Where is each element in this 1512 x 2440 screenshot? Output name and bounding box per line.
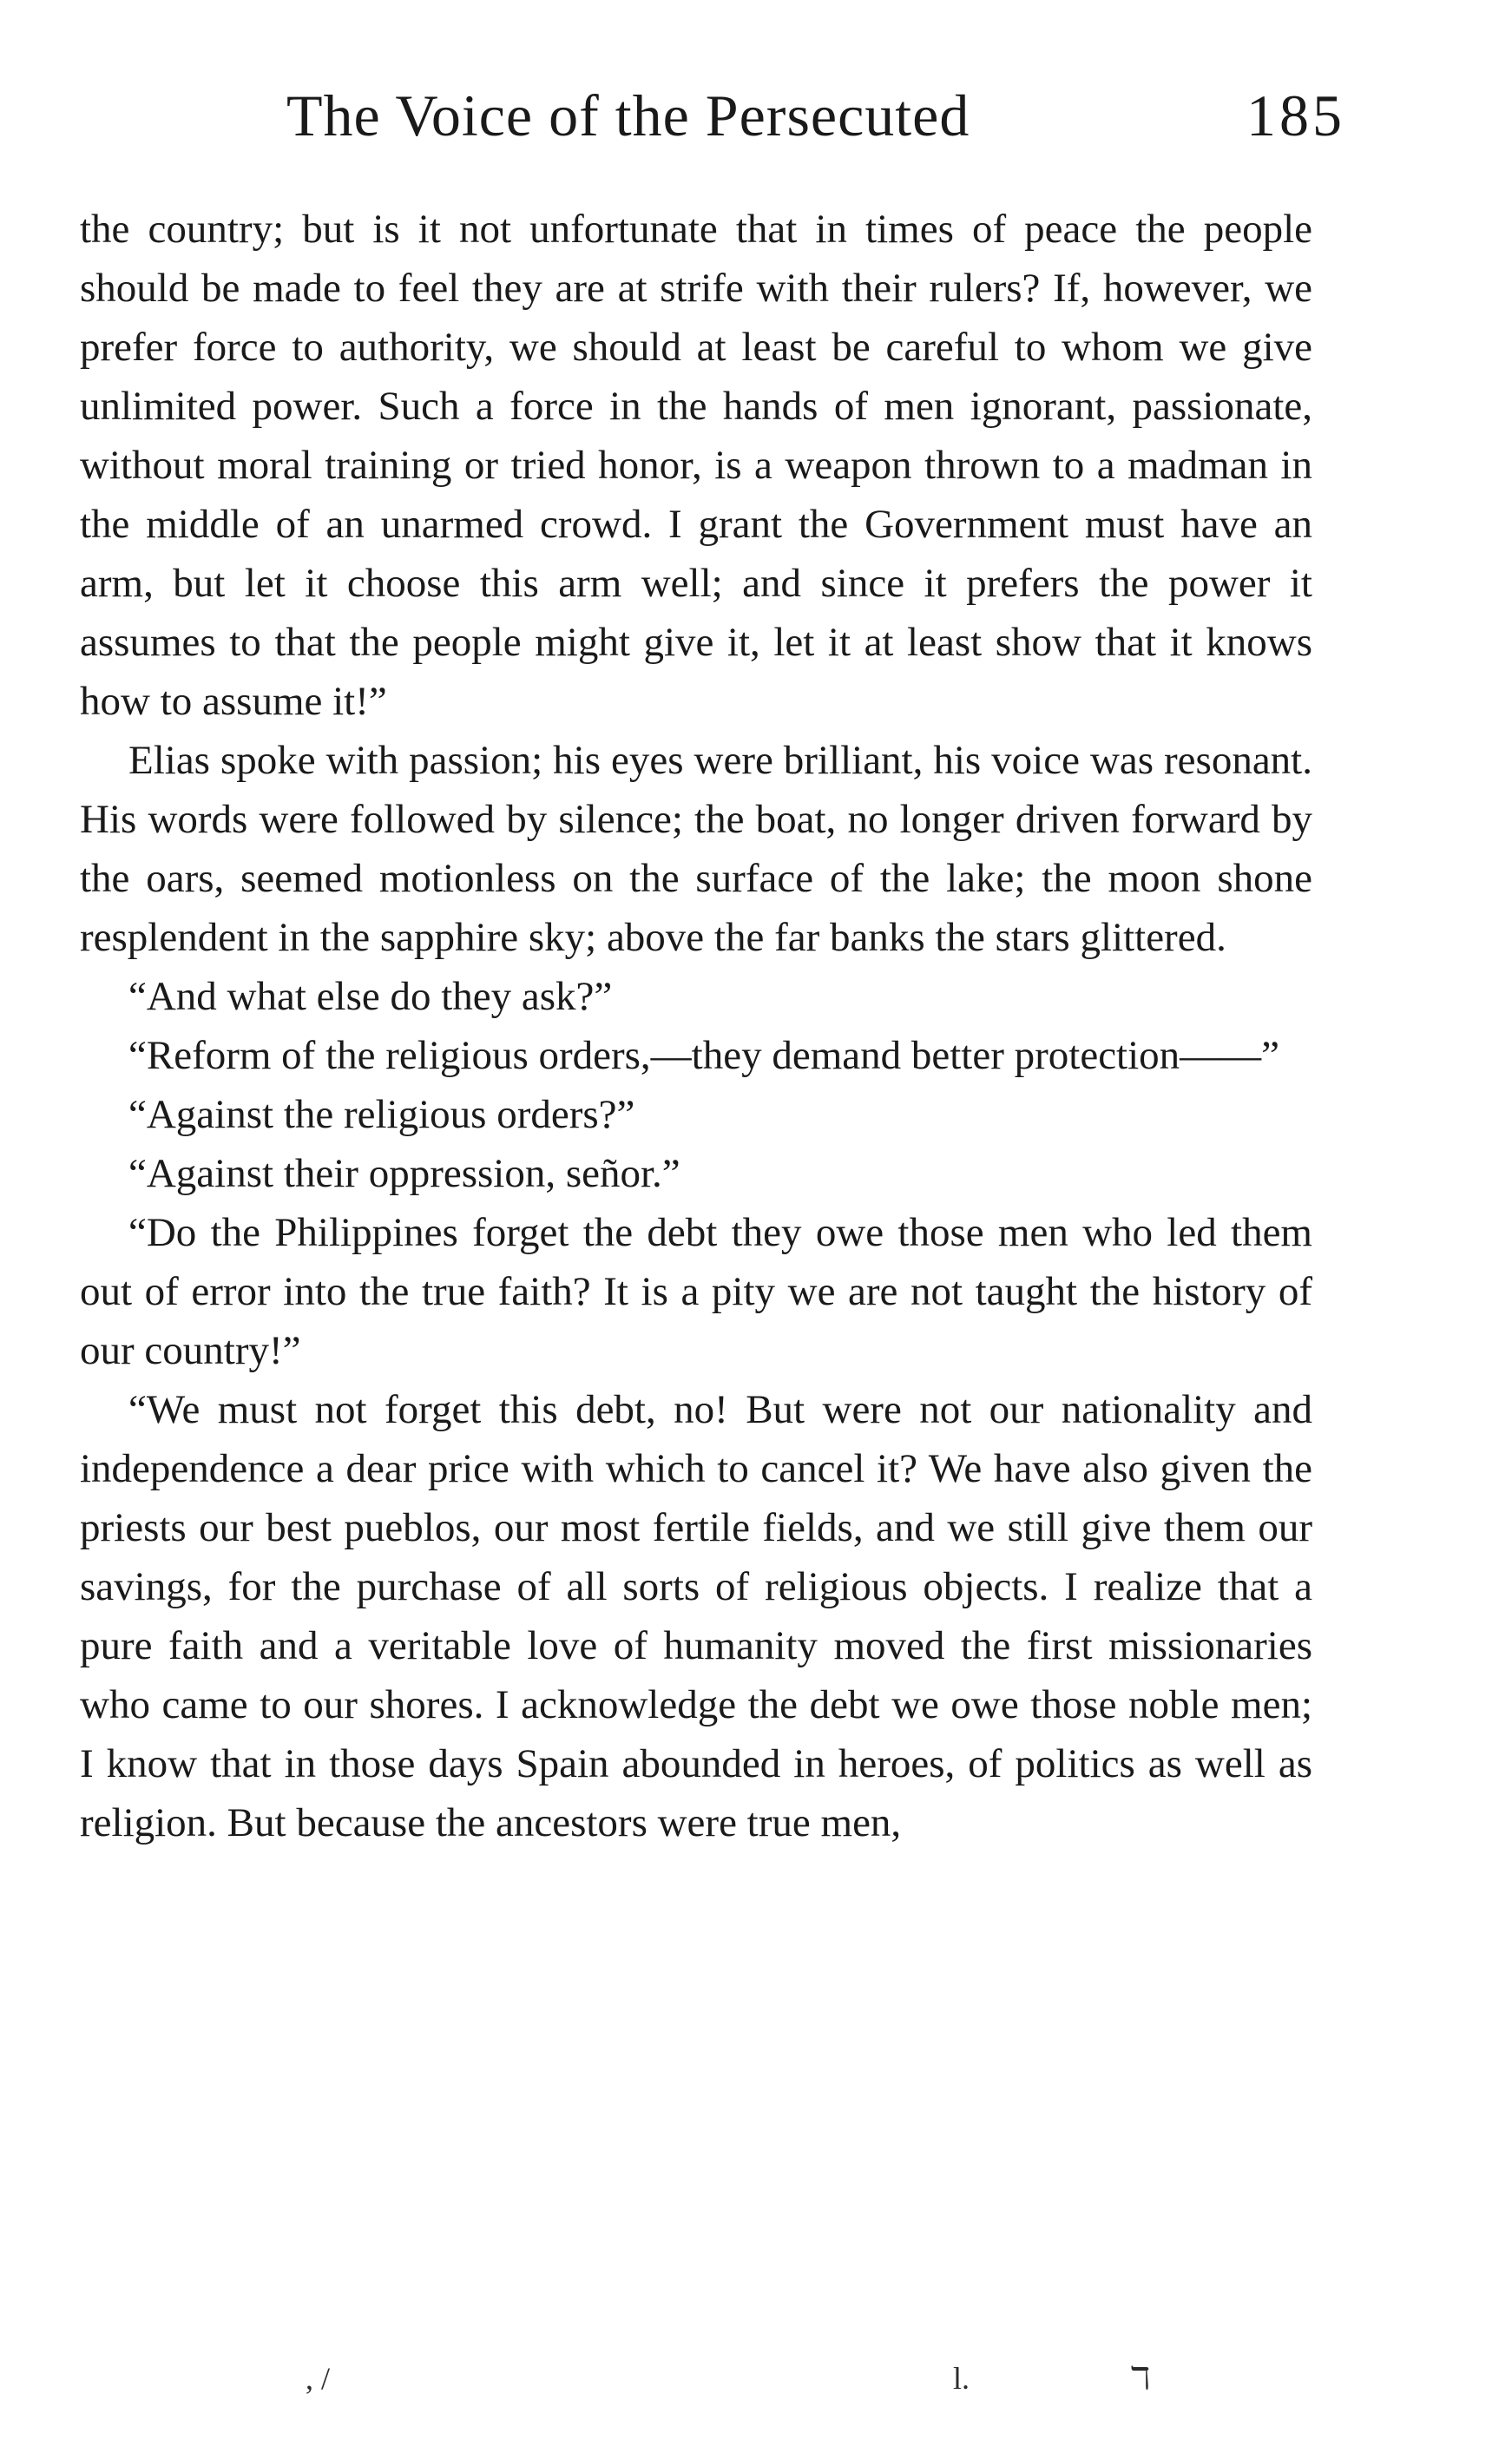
footer-mark-right: ℸ xyxy=(1130,2361,1151,2396)
dialogue-line: “Against the religious orders?” xyxy=(128,1092,635,1137)
dialogue-line: “Against their oppression, señor.” xyxy=(128,1151,680,1196)
dialogue-line: “Do the Philippines forget the debt they owe those men who led them out of error into the true faith? It is a pity we are not taught the history of our country!” xyxy=(80,1210,1312,1373)
footer-mark-center: l. xyxy=(953,2361,970,2396)
paragraph: Elias spoke with passion; his eyes were brilliant, his voice was resonant. His words were followed by silence; the boat, no longer driven forward by the oars, seemed motionless on the surface of the lake; the moon shone resplendent in the sapphire sky; above the far banks the stars glittered. xyxy=(80,738,1312,960)
running-title: The Voice of the Persecuted xyxy=(286,82,970,148)
page-number: 185 xyxy=(1246,82,1345,148)
dialogue-line: “And what else do they ask?” xyxy=(128,974,613,1019)
footer-mark-left: , / xyxy=(306,2361,331,2396)
text-body xyxy=(80,200,1312,1852)
footer-marks xyxy=(0,2361,1512,2396)
paragraph: “We must not forget this debt, no! But were not our nationality and independence a dear price with which to cancel it? We have also given the priests our best pueblos, our most fertile fields, and we still give them our savings, for the purchase of all sorts of religious objects. I realize that a pure faith and a veritable love of humanity moved the first missionaries who came to our shores. I acknowledge the debt we owe those noble men; I know that in those days Spain abounded in heroes, of politics as well as religion. But because the ancestors were true men, xyxy=(80,1387,1312,1845)
dialogue-line: “Reform of the religious orders,—they demand better protection——” xyxy=(128,1033,1280,1078)
running-head xyxy=(286,76,1345,155)
paragraph: the country; but is it not unfortunate that in times of peace the people should be made to feel they are at strife with their rulers? If, however, we prefer force to authority, we should at least be careful to whom we give unlimited power. Such a force in the hands of men ignorant, passionate, without moral training or tried honor, is a weapon thrown to a madman in the middle of an unarmed crowd. I grant the Government must have an arm, but let it choose this arm well; and since it prefers the power it assumes to that the people might give it, let it at least show that it knows how to assume it!” xyxy=(80,207,1312,724)
